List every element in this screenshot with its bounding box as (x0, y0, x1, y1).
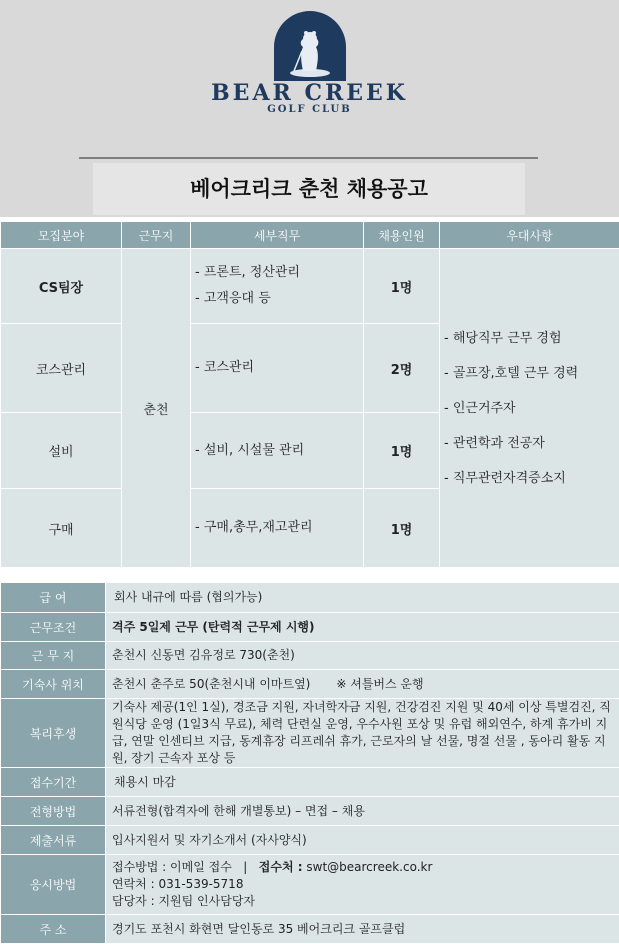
preference-item: - 인근거주자 (444, 400, 516, 416)
preference-item: - 관련학과 전공자 (444, 435, 545, 451)
apply-email-label: 접수처 : (258, 860, 303, 874)
table-row (1, 670, 619, 699)
conditions-value: 격주 5일제 근무 (탄력적 근무제 시행) (106, 613, 619, 642)
duty-line: - 설비, 시설물 관리 (195, 442, 305, 458)
workplace-value: 춘천시 신동면 김유정로 730(춘천) (106, 642, 619, 670)
apply-phone: 연락처 : 031-539-5718 (112, 877, 244, 891)
position-field: 구매 (1, 489, 122, 568)
apply-method-line (112, 859, 613, 876)
period-value: 채용시 마감 (106, 768, 619, 797)
dorm-note: ※ 셔틀버스 운행 (336, 676, 424, 691)
table-row (1, 768, 619, 797)
bear-golfer-logo-icon (272, 11, 348, 81)
period-label: 접수기간 (1, 768, 106, 797)
documents-value: 입사지원서 및 자기소개서 (자사양식) (106, 826, 619, 855)
documents-label: 제출서류 (1, 826, 106, 855)
position-duties (191, 489, 364, 568)
position-count: 1명 (364, 489, 440, 568)
table-row (1, 855, 619, 915)
header-banner (0, 0, 619, 217)
preference-item: - 해당직무 근무 경험 (444, 330, 562, 346)
table-row (1, 915, 619, 944)
table-row (1, 699, 619, 768)
workplace-label: 근 무 지 (1, 642, 106, 670)
position-field: CS팀장 (1, 249, 122, 324)
preference-item: - 골프장,호텔 근무 경력 (444, 365, 579, 381)
dorm-label: 기숙사 위치 (1, 670, 106, 699)
welfare-value: 기숙사 제공(1인 1실), 경조금 지원, 자녀학자금 지원, 건강검진 지원 및 40세 이상 특별검진, 직원식당 운영 (1일3식 무료), 체력 단련실 운영, 우수사원 포상 및 유럽 해외연수, 하계 휴가비 지급, 연말 인센티브 지급, 동계휴장 리프레쉬 휴가, 근로자의 날 선물, 명절 선물 , 동아리 활동 지원, 장기 근속자 포상 등 (106, 699, 619, 768)
apply-method: 접수방법 : 이메일 접수 (112, 860, 232, 874)
table-row (1, 249, 619, 324)
salary-label: 급 여 (1, 583, 106, 613)
title-box (93, 163, 525, 215)
duty-line: - 코스관리 (195, 360, 255, 375)
process-label: 전형방법 (1, 797, 106, 826)
position-duties (191, 249, 364, 324)
position-field: 코스관리 (1, 324, 122, 413)
header-preferences: 우대사항 (440, 222, 619, 249)
position-field: 설비 (1, 413, 122, 489)
process-value: 서류전형(합격자에 한해 개별통보) – 면접 – 채용 (106, 797, 619, 826)
position-duties (191, 324, 364, 413)
position-count: 1명 (364, 249, 440, 324)
dorm-value (106, 670, 619, 699)
page-title: 베어크리크 춘천 채용공고 (190, 177, 428, 201)
brand-sub: GOLF CLUB (267, 104, 352, 115)
duty-line: - 고객응대 등 (195, 291, 271, 306)
apply-contact: 담당자 : 지원팀 인사담당자 (112, 894, 255, 908)
apply-separator: | (243, 860, 248, 874)
position-count: 1명 (364, 413, 440, 489)
header-location: 근무지 (122, 222, 191, 249)
header-duties: 세부직무 (191, 222, 364, 249)
positions-header-row (1, 222, 619, 249)
table-row (1, 826, 619, 855)
salary-value: 회사 내규에 따름 (협의가능) (106, 583, 619, 613)
brand-name: BEAR CREEK (211, 80, 408, 106)
position-count: 2명 (364, 324, 440, 413)
preference-item: - 직무관련자격증소지 (444, 470, 566, 486)
table-row (1, 797, 619, 826)
apply-email[interactable]: swt@bearcreek.co.kr (306, 860, 433, 874)
header-count: 채용인원 (364, 222, 440, 249)
table-row (1, 583, 619, 613)
work-location: 춘천 (122, 249, 191, 568)
welfare-label: 복리후생 (1, 699, 106, 768)
header-field: 모집분야 (1, 222, 122, 249)
duty-line: - 프론트, 정산관리 (195, 265, 300, 280)
positions-table (0, 221, 619, 568)
apply-label: 응시방법 (1, 855, 106, 915)
conditions-label: 근무조건 (1, 613, 106, 642)
preferences (440, 249, 619, 568)
table-row (1, 613, 619, 642)
address-label: 주 소 (1, 915, 106, 944)
details-table (0, 582, 619, 944)
table-row (1, 642, 619, 670)
apply-value (106, 855, 619, 915)
duty-line: - 구매,총무,재고관리 (195, 520, 313, 535)
position-duties (191, 413, 364, 489)
dorm-address: 춘천시 춘주로 50(춘천시내 이마트옆) (112, 676, 311, 691)
divider (79, 157, 538, 159)
address-value: 경기도 포천시 화현면 달인동로 35 베어크리크 골프클럽 (106, 915, 619, 944)
